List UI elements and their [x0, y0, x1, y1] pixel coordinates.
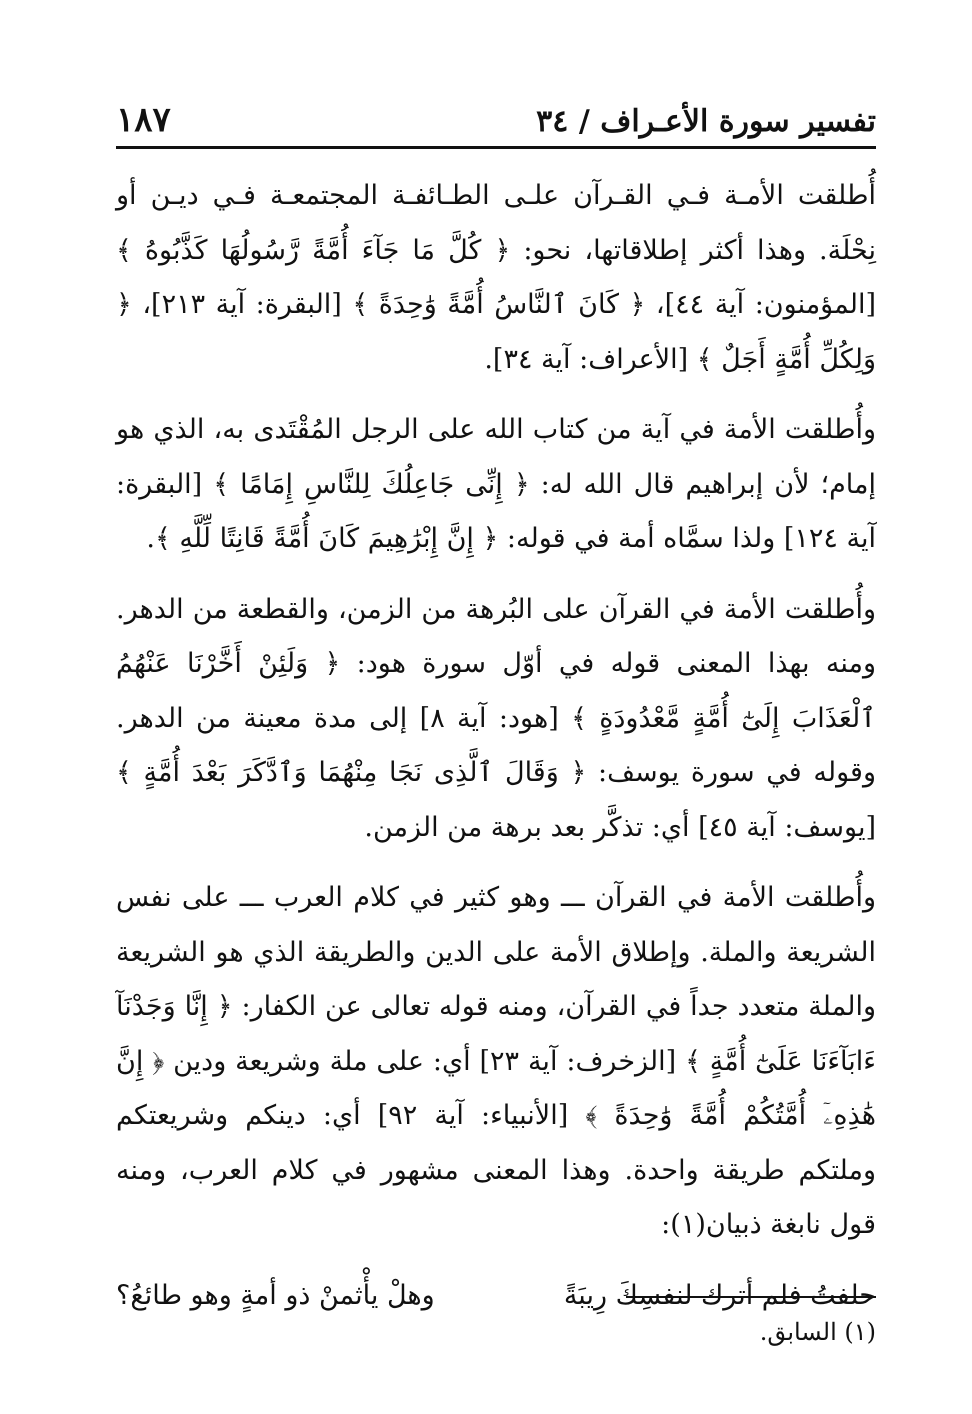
page-header [116, 96, 876, 149]
verse-first-hemistich: حلفتُ فلم أترك لنفسِكَ رِيبَةً [563, 1279, 876, 1311]
book-page [116, 96, 876, 1376]
paragraph-1: أُطلقت الأمـة فـي القـرآن علـى الطـائفـة المجتمعـة فـي ديـن أو نِحْلَة. وهذا أكثر إطلاقاتها، نحو: ﴿ كُلَّ مَا جَآءَ أُمَّةً رَّسُولُهَا كَذَّبُوهُ ﴾ [المؤمنون: آية ٤٤]، ﴿ كَانَ ٱلنَّاسُ أُمَّةً وَٰحِدَةً ﴾ [البقرة: آية ٢١٣]، ﴿ وَلِكُلِّ أُمَّةٍ أَجَلٌ ﴾ [الأعراف: آية ٣٤]. [116, 180, 877, 375]
page-number: ١٨٧ [116, 100, 171, 140]
footnote-divider [626, 1296, 876, 1298]
paragraph-4: وأُطلقت الأمة في القرآن ـــ وهو كثير في كلام العرب ـــ على نفس الشريعة والملة. وإطلاق الأمة على الدين والطريقة الذي هو الشريعة والملة متعدد جداً في القرآن، ومنه قوله تعالى عن الكفار: ﴿ إِنَّا وَجَدْنَآ ءَابَآءَنَا عَلَىٰٓ أُمَّةٍ ﴾ [الزخرف: آية ٢٣] أي: على ملة وشريعة ودين ﴿ إِنَّ هَٰذِهِۦٓ أُمَّتُكُمْ أُمَّةً وَٰحِدَةً ﴾ [الأنبياء: آية ٩٢] أي: دينكم وشريعتكم وملتكم طريقة واحدة. وهذا المعنى مشهور في كلام العرب، ومنه قول نابغة ذبيان(١): [116, 882, 876, 1240]
footnote: (١) السابق. [759, 1318, 876, 1346]
running-title: تفسير سورة الأعـراف / ٣٤ [536, 104, 876, 139]
paragraph-2: وأُطلقت الأمة في آية من كتاب الله على الرجل المُقْتَدى به، الذي هو إمام؛ لأن إبراهيم قال الله له: ﴿ إِنِّى جَاعِلُكَ لِلنَّاسِ إِمَامًا ﴾ [البقرة: آية ١٢٤] ولذا سمَّاه أمة في قوله: ﴿ إِنَّ إِبْرَٰهِيمَ كَانَ أُمَّةً قَانِتًا لِّلَّهِ ﴾. [116, 414, 876, 554]
page-body [116, 169, 876, 1323]
verse-second-hemistich: وهلْ يأْثمنْ ذو أمةٍ وهو طائعُ؟ [116, 1279, 435, 1311]
paragraph-3: وأُطلقت الأمة في القرآن على البُرهة من الزمن، والقطعة من الدهر. ومنه بهذا المعنى قوله في أوّل سورة هود: ﴿ وَلَئِنْ أَخَّرْنَا عَنْهُمُ ٱلْعَذَابَ إِلَىٰٓ أُمَّةٍ مَّعْدُودَةٍ ﴾ [هود: آية ٨] إلى مدة معينة من الدهر. وقوله في سورة يوسف: ﴿ وَقَالَ ٱلَّذِى نَجَا مِنْهُمَا وَٱدَّكَرَ بَعْدَ أُمَّةٍ ﴾ [يوسف: آية ٤٥] أي: تذكَّر بعد برهة من الزمن. [116, 593, 876, 843]
